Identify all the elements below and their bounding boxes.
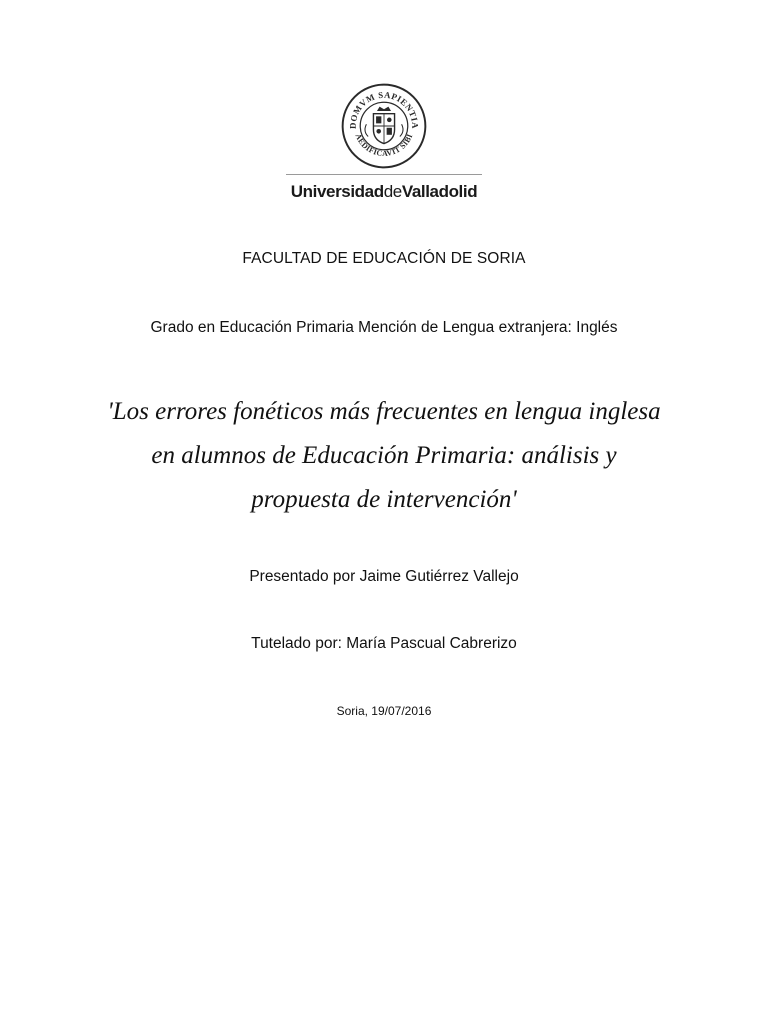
seal-motto-bottom: AEDIFICAVIT SIBI (353, 132, 415, 158)
wordmark-universidad: Universidad (290, 182, 384, 201)
thesis-title-line-2: en alumnos de Educación Primaria: análisis y (151, 442, 617, 469)
seal-motto-top: DOMVM SAPIENTIA (347, 89, 421, 130)
degree-name: Grado en Educación Primaria Mención de Lengua extranjera: Inglés (150, 319, 618, 336)
tutored-by: Tutelado por: María Pascual Cabrerizo (251, 635, 517, 652)
presented-by: Presentado por Jaime Gutiérrez Vallejo (249, 568, 519, 585)
university-wordmark (276, 182, 492, 202)
faculty-name: FACULTAD DE EDUCACIÓN DE SORIA (242, 250, 526, 267)
thesis-title-line-3: propuesta de intervención' (251, 486, 517, 513)
university-seal-icon (340, 82, 428, 170)
place-and-date: Soria, 19/07/2016 (336, 704, 432, 718)
wordmark-valladolid: Valladolid (401, 182, 478, 201)
logo-divider (286, 174, 482, 175)
wordmark-de: de (383, 182, 402, 201)
university-logo (286, 82, 482, 201)
thesis-title (0, 390, 768, 522)
thesis-title-line-1: 'Los errores fonéticos más frecuentes en lengua inglesa (107, 398, 661, 425)
